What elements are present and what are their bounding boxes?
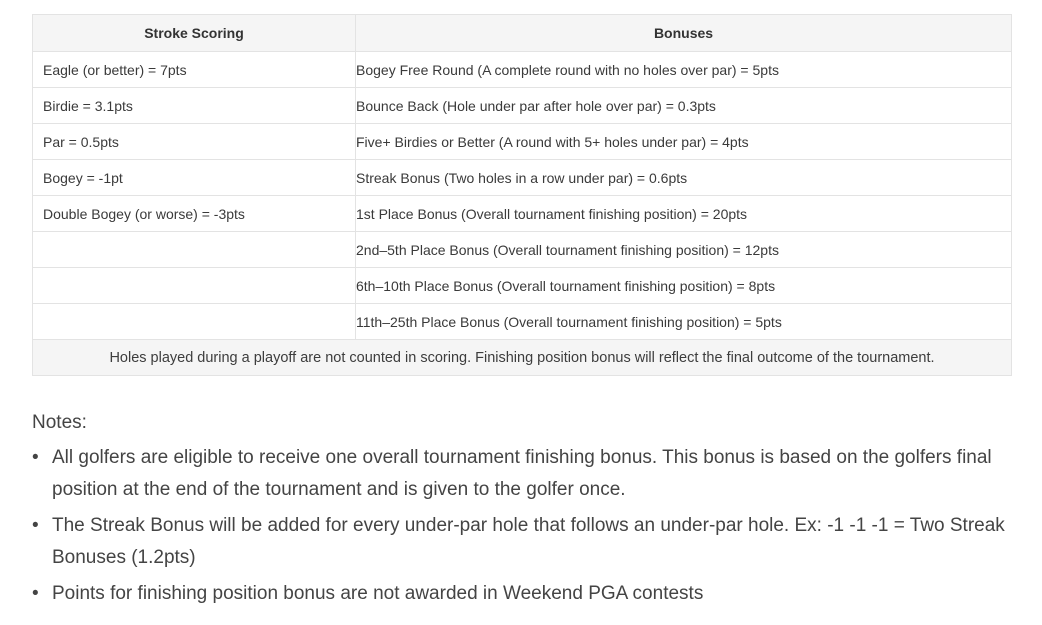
stroke-cell: Par = 0.5pts	[33, 124, 356, 160]
table-row	[33, 88, 1012, 124]
stroke-cell: Eagle (or better) = 7pts	[33, 52, 356, 88]
note-text: Points for finishing position bonus are not awarded in Weekend PGA contests	[52, 583, 704, 604]
bullet-icon: •	[32, 447, 39, 468]
stroke-cell: Bogey = -1pt	[33, 160, 356, 196]
stroke-cell	[33, 304, 356, 340]
table-footer-note: Holes played during a playoff are not counted in scoring. Finishing position bonus will reflect the final outcome of the tournament.	[33, 340, 1012, 376]
table-footer-row	[33, 340, 1012, 376]
table-row	[33, 124, 1012, 160]
list-item	[32, 510, 1022, 574]
bonus-cell: Bogey Free Round (A complete round with no holes over par) = 5pts	[356, 52, 1012, 88]
header-stroke-scoring: Stroke Scoring	[33, 15, 356, 52]
bonus-cell: Bounce Back (Hole under par after hole over par) = 0.3pts	[356, 88, 1012, 124]
table-row	[33, 232, 1012, 268]
bonus-cell: Five+ Birdies or Better (A round with 5+ holes under par) = 4pts	[356, 124, 1012, 160]
scoring-table	[32, 14, 1012, 376]
list-item	[32, 578, 1022, 610]
table-row	[33, 304, 1012, 340]
stroke-cell	[33, 268, 356, 304]
table-header-row	[33, 15, 1012, 52]
table-row	[33, 160, 1012, 196]
table-row	[33, 52, 1012, 88]
bonus-cell: 11th–25th Place Bonus (Overall tournament finishing position) = 5pts	[356, 304, 1012, 340]
notes-list	[32, 442, 1022, 610]
bonus-cell: 2nd–5th Place Bonus (Overall tournament finishing position) = 12pts	[356, 232, 1012, 268]
table-row	[33, 196, 1012, 232]
bullet-icon: •	[32, 515, 39, 536]
list-item	[32, 442, 1022, 506]
scoring-table-container	[32, 14, 1011, 376]
note-text: The Streak Bonus will be added for every under-par hole that follows an under-par hole. Ex: -1 -1 -1 = Two Streak Bonuses (1.2pts)	[52, 515, 1005, 568]
note-text: All golfers are eligible to receive one overall tournament finishing bonus. This bonus is based on the golfers final position at the end of the tournament and is given to the golfer once.	[52, 447, 992, 500]
bullet-icon: •	[32, 583, 39, 604]
stroke-cell	[33, 232, 356, 268]
bonus-cell: 1st Place Bonus (Overall tournament finishing position) = 20pts	[356, 196, 1012, 232]
table-row	[33, 268, 1012, 304]
notes-section	[32, 410, 1022, 614]
stroke-cell: Double Bogey (or worse) = -3pts	[33, 196, 356, 232]
bonus-cell: Streak Bonus (Two holes in a row under par) = 0.6pts	[356, 160, 1012, 196]
stroke-cell: Birdie = 3.1pts	[33, 88, 356, 124]
bonus-cell: 6th–10th Place Bonus (Overall tournament finishing position) = 8pts	[356, 268, 1012, 304]
header-bonuses: Bonuses	[356, 15, 1012, 52]
notes-title: Notes:	[32, 412, 87, 433]
